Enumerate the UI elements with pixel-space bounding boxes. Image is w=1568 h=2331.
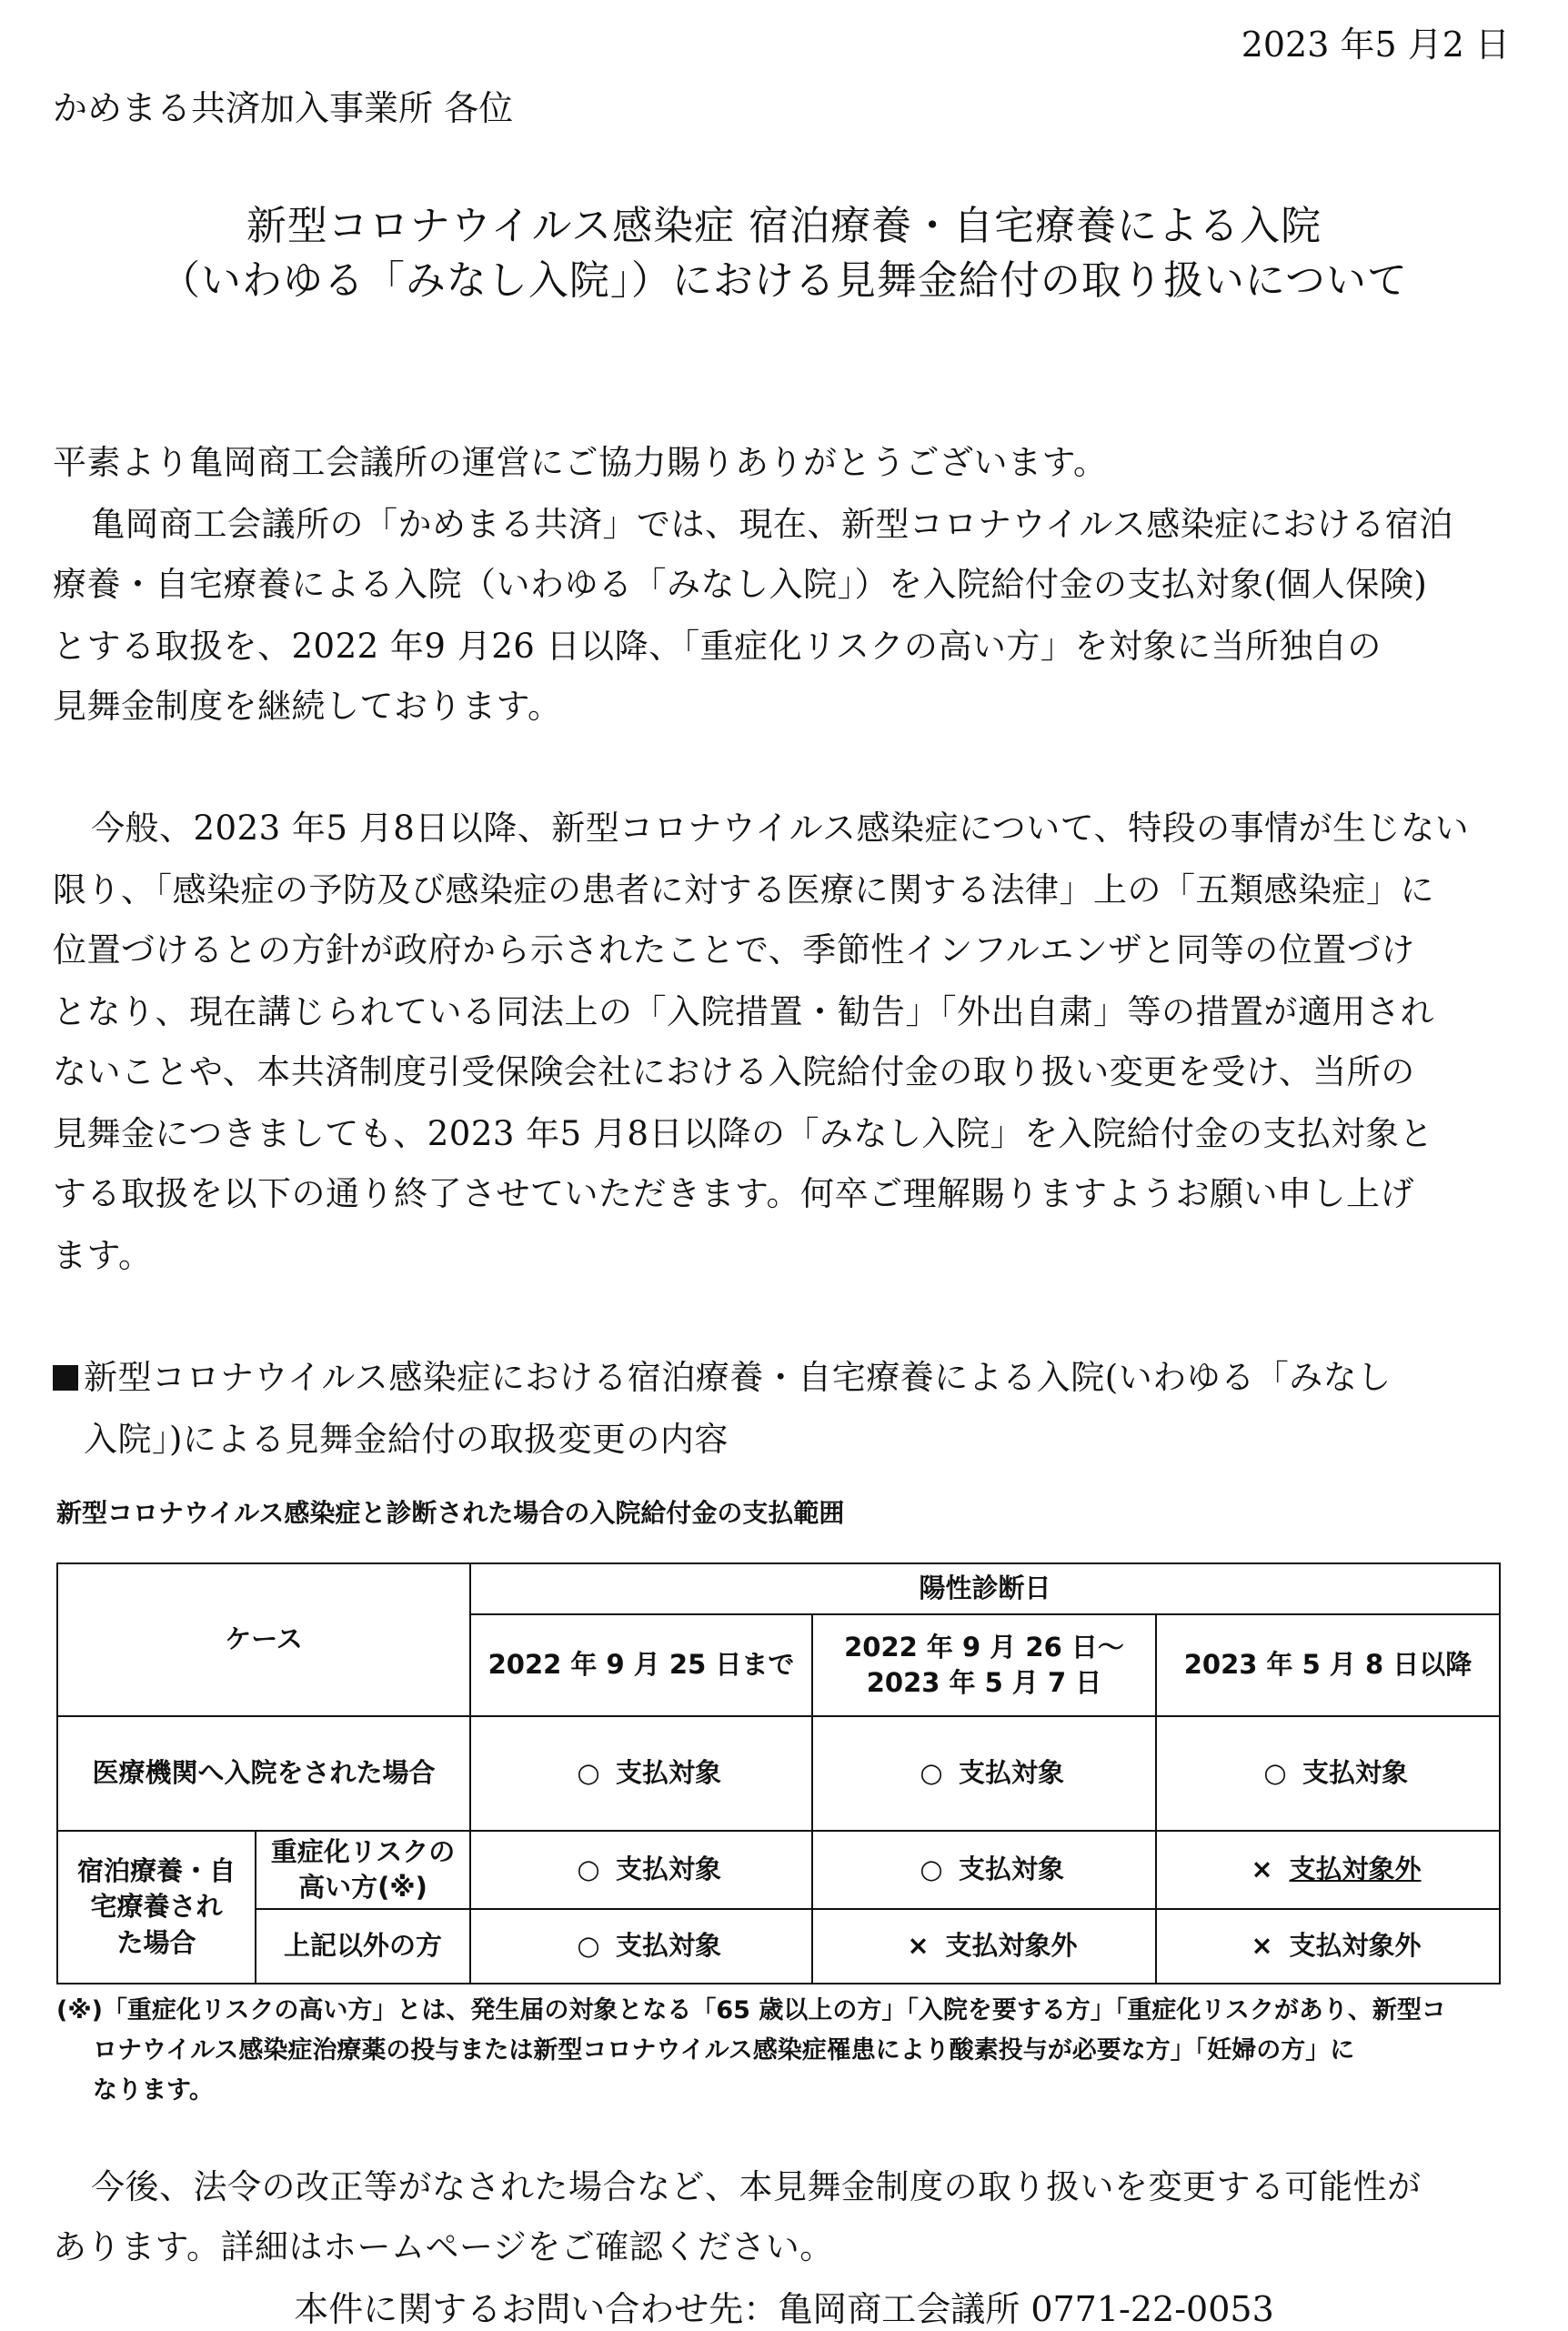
table-caption: 新型コロナウイルス感染症と診断された場合の入院給付金の支払範囲 bbox=[56, 1498, 845, 1528]
note-line: なります。 bbox=[93, 2076, 214, 2105]
text-line: あります。詳細はホームページをご確認ください。 bbox=[53, 2227, 834, 2266]
row-group-home-care: 宿泊療養・自 宅療養され た場合 bbox=[57, 1831, 256, 1984]
table-cell: × 支払対象外 bbox=[1156, 1909, 1500, 1984]
table-cell: ○ 支払対象 bbox=[470, 1909, 812, 1984]
column-header: 2022 年 9 月 26 日～ 2023 年 5 月 7 日 bbox=[812, 1614, 1156, 1716]
square-bullet-icon bbox=[53, 1365, 78, 1391]
section-heading-line-2: 入院」)による見舞金給付の取扱変更の内容 bbox=[84, 1420, 729, 1459]
table-cell-not-covered: × 支払対象外 bbox=[1156, 1831, 1500, 1909]
table-cell: ○ 支払対象 bbox=[812, 1716, 1156, 1831]
table-cell: × 支払対象外 bbox=[812, 1909, 1156, 1984]
text-line: 位置づけるとの方針が政府から示されたことで、季節性インフルエンザと同等の位置づけ bbox=[53, 930, 1415, 970]
note-line: (※)「重症化リスクの高い方」とは、発生届の対象となる「65 歳以上の方」「入院を要する方」「重症化リスクがあり、新型コ bbox=[56, 1996, 1446, 2025]
contact-line: 本件に関するお問い合わせ先：亀岡商工会議所 0771-22-0053 bbox=[294, 2289, 1274, 2329]
text-line: 今般、2023 年5 月8日以降、新型コロナウイルス感染症について、特段の事情が生じない bbox=[91, 809, 1470, 848]
column-header: 2022 年 9 月 25 日まで bbox=[470, 1614, 812, 1716]
text-line: 今後、法令の改正等がなされた場合など、本見舞金制度の取り扱いを変更する可能性が bbox=[91, 2167, 1422, 2206]
row-label-others: 上記以外の方 bbox=[256, 1909, 470, 1984]
row-label-high-risk: 重症化リスクの 高い方(※) bbox=[256, 1831, 470, 1909]
table-cell: ○ 支払対象 bbox=[470, 1716, 812, 1831]
text-line: 療養・自宅療養による入院（いわゆる「みなし入院」）を入院給付金の支払対象(個人保険) bbox=[53, 565, 1428, 604]
date-header: 陽性診断日 bbox=[470, 1563, 1500, 1614]
table-cell: ○ 支払対象 bbox=[470, 1831, 812, 1909]
section-heading-line-1: 新型コロナウイルス感染症における宿泊療養・自宅療養による入院(いわゆる「みなし bbox=[53, 1350, 1392, 1399]
text-line: となり、現在講じられている同法上の「入院措置・勧告」「外出自粛」等の措置が適用され bbox=[53, 992, 1434, 1031]
text-line: する取扱を以下の通り終了させていただきます。何卒ご理解賜りますようお願い申し上げ bbox=[53, 1174, 1415, 1213]
recipient-line: かめまる共済加入事業所 各位 bbox=[53, 88, 514, 128]
table-cell: ○ 支払対象 bbox=[1156, 1716, 1500, 1831]
text-line: とする取扱を、2022 年9 月26 日以降、「重症化リスクの高い方」を対象に当所独自の bbox=[53, 627, 1382, 666]
text-line: 亀岡商工会議所の「かめまる共済」では、現在、新型コロナウイルス感染症における宿泊 bbox=[91, 505, 1453, 544]
row-label-hospitalized: 医療機関へ入院をされた場合 bbox=[57, 1716, 470, 1831]
document-title-line-2: （いわゆる「みなし入院」）における見舞金給付の取り扱いについて bbox=[159, 257, 1409, 304]
text-line: 平素より亀岡商工会議所の運営にご協力賜りありがとうございます。 bbox=[53, 443, 1108, 482]
note-line: ロナウイルス感染症治療薬の投与または新型コロナウイルス感染症罹患により酸素投与が必要な方」「妊婦の方」に bbox=[93, 2036, 1355, 2065]
table-cell: ○ 支払対象 bbox=[812, 1831, 1156, 1909]
document-date: 2023 年5 月2 日 bbox=[1241, 25, 1510, 65]
text-line: ないことや、本共済制度引受保険会社における入院給付金の取り扱い変更を受け、当所の bbox=[53, 1052, 1415, 1091]
document-title-line-1: 新型コロナウイルス感染症 宿泊療養・自宅療養による入院 bbox=[246, 203, 1322, 249]
payment-scope-table bbox=[56, 1562, 1501, 1984]
text-line: 見舞金につきましても、2023 年5 月8日以降の「みなし入院」を入院給付金の支払対象と bbox=[53, 1114, 1434, 1153]
text-line: 限り、「感染症の予防及び感染症の患者に対する医療に関する法律」上の「五類感染症」に bbox=[53, 870, 1434, 909]
case-header: ケース bbox=[57, 1563, 470, 1716]
text-line: 見舞金制度を継続しております。 bbox=[53, 687, 562, 726]
text-line: ます。 bbox=[53, 1236, 153, 1275]
column-header: 2023 年 5 月 8 日以降 bbox=[1156, 1614, 1500, 1716]
